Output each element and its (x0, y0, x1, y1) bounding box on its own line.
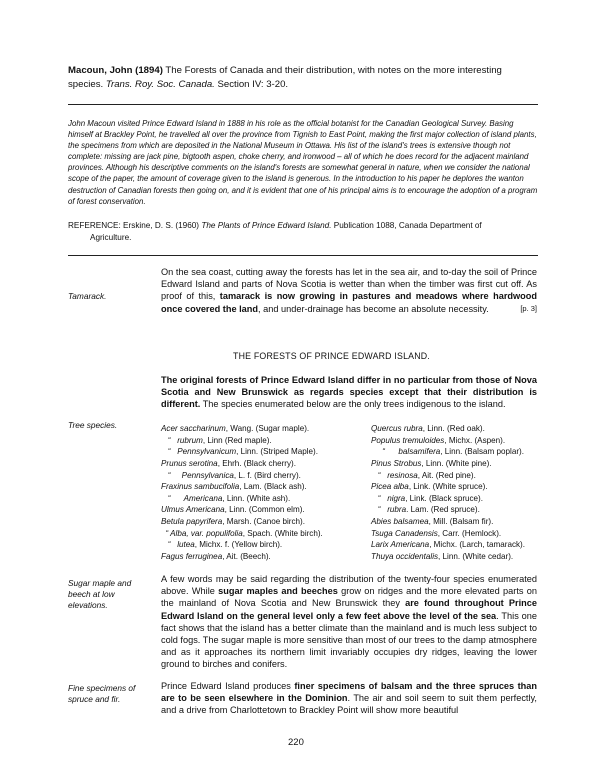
species-item: “ rubra. Lam. (Red spruce). (371, 505, 480, 515)
citation (68, 64, 538, 92)
para1-bold: tamarack is now growing in pastures and meadows where hardwood once covered the land (161, 291, 537, 314)
paragraph-fine-specimens: Prince Edward Island produces finer specimens of balsam and the three spruces than are to be seen elsewhere in the Dominion. The air and soil seem to suit them perfectly, and a drive from Charlottetown to Brackley Point will show more beautiful (161, 681, 538, 716)
margin-note-fine-specimens: Fine specimens of spruce and fir. (68, 683, 136, 704)
reference (68, 220, 538, 243)
para1-text-a: On the sea coast, cutting away the forests has let in the sea air, and to-day the soil of Prince Edward Island and parts of Nova Scotia is wetter than when the timber was first cut off. As proof of this, (161, 267, 537, 302)
margin-note-sugar-maple: Sugar maple and beech at low elevations. (68, 578, 132, 610)
reference-rest: Publication 1088, Canada Department of (333, 221, 482, 230)
page-number: 220 (288, 737, 304, 748)
species-list-right (371, 423, 525, 563)
paragraph-sugar-maple: A few words may be said regarding the distribution of the twenty-four species enumerated above. While sugar maples and beeches grow on ridges and the more elevated parts on the mainland of Nova Scotia and New Brunswick they are found throughout Prince Edward Island on the general level only a few feet above the level of the sea. This one fact shows that the island has a better climate than the mainland and is much less subject to cold fogs. The sugar maple is more sensitive than most of our trees to the damp atmosphere and as it approaches its northern limit invariably occupies dry ridges, leaving the lower ground to birches and conifers. (161, 574, 537, 670)
species-item: Betula papyrifera, Marsh. (Canoe birch). (161, 517, 305, 527)
species-item: “ resinosa, Ait. (Red pine). (371, 470, 476, 480)
citation-journal: Trans. Roy. Soc. Canada. (105, 79, 215, 90)
species-item: Populus tremuloides, Michx. (Aspen). (371, 435, 506, 445)
species-item: “ balsamifera, Linn. (Balsam poplar). (371, 447, 524, 457)
para2-bold: The original forests of Prince Edward Island differ in no particular from those of Nova Scotia and New Brunswick as regards species except that their distribution is different. (161, 375, 537, 410)
species-item: Acer saccharinum, Wang. (Sugar maple). (161, 424, 310, 433)
species-item: Prunus serotina, Ehrh. (Black cherry). (161, 458, 296, 468)
reference-title: The Plants of Prince Edward Island. (201, 221, 332, 230)
species-item: “ Americana, Linn. (White ash). (161, 493, 291, 503)
species-item: Fagus ferruginea, Ait. (Beech). (161, 552, 271, 562)
species-item: “ nigra, Link. (Black spruce). (371, 493, 484, 503)
paragraph-original-forests (161, 374, 537, 411)
margin-note-tree-species: Tree species. (68, 420, 118, 430)
margin-note-tamarack: Tamarack. (68, 291, 107, 301)
reference-prefix: REFERENCE: Erskine, D. S. (1960) (68, 221, 200, 230)
citation-section: Section IV: 3-20. (217, 79, 289, 90)
species-item: Larix Americana, Michx. (Larch, tamarack). (371, 540, 525, 550)
species-item: Tsuga Canadensis, Carr. (Hemlock). (371, 528, 502, 538)
species-item: Abies balsamea, Mill. (Balsam fir). (371, 517, 494, 527)
page-reference: [p. 3] (520, 303, 537, 313)
species-item: Thuya occidentalis, Linn. (White cedar). (371, 552, 514, 562)
reference-rest-line2: Agriculture. (90, 232, 132, 242)
species-item: “ lutea, Michx. f. (Yellow birch). (161, 540, 283, 550)
species-item: “ rubrum, Linn (Red maple). (161, 435, 272, 445)
species-item: Ulmus Americana, Linn. (Common elm). (161, 505, 305, 515)
citation-author-year: Macoun, John (1894) (68, 65, 163, 76)
species-item: Fraxinus sambucifolia, Lam. (Black ash). (161, 482, 307, 492)
species-item: Pinus Strobus, Linn. (White pine). (371, 458, 492, 468)
para1-text-b: , and under-drainage has become an absolute necessity. (258, 303, 489, 314)
species-list-left (161, 423, 323, 563)
species-item: “ Pennsylvanicum, Linn. (Striped Maple). (161, 447, 318, 457)
section-divider (68, 255, 538, 256)
species-item: Picea alba, Link. (White spruce). (371, 482, 488, 492)
paragraph-tamarack (161, 266, 537, 315)
abstract: John Macoun visited Prince Edward Island in 1888 in his role as the official botanist for the Canadian Geological Survey. Basing himself at Brackley Point, he travelled all over the province from Tignish to East Point, making the first major collection of island plants, the specimens from which are deposited in the National Museum in Ottawa. His list of the island's trees is extensive though not complete: missing are jack pine, bigtooth aspen, choke cherry, and ironwood – all of which he does record for the adjacent mainland provinces. Although his descriptive comments on the island's forests are somewhat general in nature, when we consider the national scope of the paper, the amount of coverage given to the island is generous. In the introduction to his paper he deplores the wanton destruction of Canadian forests then going on, and it is evident that one of his principal aims is to encourage the adoption of a program of forest conservation. (68, 119, 538, 206)
top-divider (68, 104, 538, 105)
species-item: Quercus rubra, Linn. (Red oak). (371, 424, 485, 433)
section-heading: THE FORESTS OF PRINCE EDWARD ISLAND. (233, 351, 431, 361)
species-item: “ Pennsylvanica, L. f. (Bird cherry). (161, 470, 301, 480)
species-item: “ Alba, var. populifolia, Spach. (White birch). (161, 528, 323, 538)
para2-text: The species enumerated below are the only trees indigenous to the island. (200, 399, 506, 410)
citation-title: The Forests of Canada and their distribution, with notes on the more interesting species. (68, 65, 502, 90)
